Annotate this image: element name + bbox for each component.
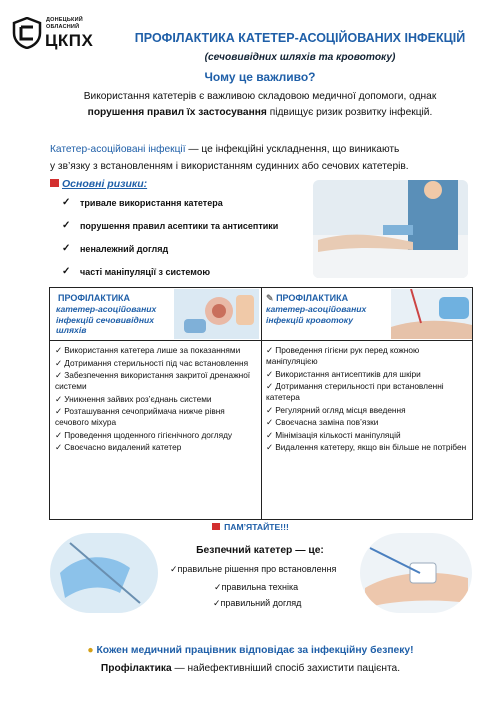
page-title: ПРОФІЛАКТИКА КАТЕТЕР-АСОЦІЙОВАНИХ ІНФЕКЦІЙ — [134, 31, 466, 45]
list-item: ✓ Проведення щоденного гігієнічного догляду — [55, 429, 233, 440]
risks-heading: Основні ризики: — [50, 178, 147, 190]
flag-icon — [50, 179, 59, 187]
risk-item: ✓ порушення правил асептики та антисептики — [62, 220, 279, 231]
flag-icon — [212, 523, 220, 530]
prevention-table — [49, 287, 473, 520]
left-column-subtitle: катетер-асоційованих інфекцій сечовивідних шляхів — [56, 304, 157, 335]
logo — [12, 15, 104, 53]
safe-item: ✓правильний догляд — [213, 598, 302, 608]
why-heading: Чому це важливо? — [204, 70, 316, 84]
safe-item: ✓правильна техніка — [214, 582, 299, 592]
list-item: ✓ Видалення катетеру, якщо він більше не потрібен — [266, 442, 467, 453]
left-column-title: ПРОФІЛАКТИКА — [58, 293, 131, 303]
safe-item: ✓правильне рішення про встановлення — [170, 564, 337, 574]
risk-item: ✓ неналежний догляд — [62, 243, 169, 254]
shield-logo-icon — [12, 17, 42, 49]
right-column-title: ✎ ПРОФІЛАКТИКА — [266, 293, 349, 303]
check-icon: ✓ — [62, 266, 71, 277]
gloves-photo — [50, 533, 158, 613]
list-item: ✓ Використання антисептиків для шкіри — [266, 368, 421, 379]
left-prevention-list — [55, 345, 255, 455]
list-item: ✓ Регулярний огляд місця введення — [266, 404, 406, 415]
list-item: ✓ Дотримання стерильності при встановленні катетера — [266, 381, 444, 403]
logo-caption: ДОНЕЦЬКИЙ ОБЛАСНИЙ — [46, 17, 83, 30]
check-icon: ✓ — [62, 243, 71, 254]
list-item: ✓ Проведення гігієни рук перед кожною маніпуляцією — [266, 345, 420, 367]
list-item: ✓ Своєчасно видалений катетер — [55, 442, 182, 453]
right-column-subtitle: катетер-асоційованих інфекцій кровотоку — [266, 304, 367, 325]
medal-icon: ● — [87, 645, 94, 656]
footer-responsibility: ● Кожен медичний працівник відповідає за інфекційну безпеку! — [87, 645, 414, 656]
iv-catheter-photo — [391, 289, 472, 339]
footer-prevention: Профілактика — найефективніший спосіб захистити пацієнта. — [100, 663, 401, 674]
check-icon: ✓ — [62, 197, 71, 208]
syringe-icon: ✎ — [266, 293, 274, 303]
list-item: ✓ Забезпечення використання закритої дренажної системи — [55, 370, 251, 392]
risk-item: ✓ тривале використання катетера — [62, 197, 223, 208]
patient-photo — [313, 180, 468, 278]
risk-item: ✓ часті маніпуляції з системою — [62, 266, 211, 277]
risk-list — [62, 198, 312, 290]
iv-hand-photo — [360, 533, 472, 613]
intro-text: Використання катетерів є важливою складовою медичної допомоги, однак порушення правил їх застосування підвищує ризик розвитку інфекцій. — [83, 91, 437, 118]
page-subtitle: (сечовивідних шляхів та кровотоку) — [204, 52, 396, 63]
list-item: ✓ Уникнення зайвих роз’єднань системи — [55, 393, 212, 404]
safe-catheter-title: Безпечний катетер — це: — [196, 545, 324, 556]
list-item: ✓ Дотримання стерильності під час встановлення — [55, 357, 249, 368]
list-item: ✓ Розташування сечоприймача нижче рівня сечового міхура — [55, 406, 225, 428]
logo-wordmark: ЦКПХ — [45, 31, 94, 50]
list-item: ✓ Мінімізація кількості маніпуляцій — [266, 429, 401, 440]
right-prevention-list — [266, 345, 470, 455]
check-icon: ✓ — [62, 220, 71, 231]
list-item: ✓ Своєчасна заміна пов’язки — [266, 417, 379, 428]
list-item: ✓ Використання катетера лише за показаннями — [55, 345, 241, 355]
remember-heading: ПАМ’ЯТАЙТЕ!!! — [0, 522, 501, 532]
definition-text: Катетер-асоційовані інфекції — це інфекційні ускладнення, що виникають у зв’язку з встановленням і використанням судинних або сечових катетерів. — [50, 144, 409, 172]
urinary-catheter-photo — [174, 289, 259, 339]
